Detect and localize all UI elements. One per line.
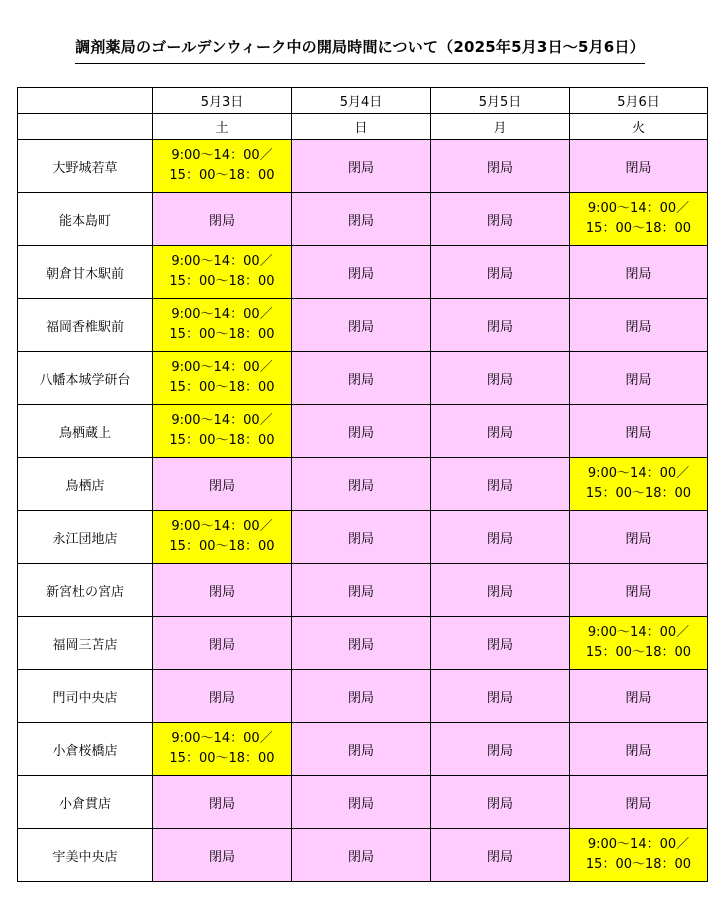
- open-hours-cell: [570, 193, 708, 246]
- open-hours-cell: [153, 246, 292, 299]
- table-row: [18, 511, 708, 564]
- closed-cell: 閉局: [570, 246, 708, 299]
- closed-cell: 閉局: [431, 405, 570, 458]
- closed-cell: 閉局: [431, 458, 570, 511]
- open-hours-line-1: 9:00～14：00／: [171, 360, 273, 375]
- header-weekday-2: 日: [292, 114, 431, 140]
- open-hours-cell: [153, 511, 292, 564]
- open-hours-cell: [153, 140, 292, 193]
- header-date-4: 5月6日: [570, 88, 708, 114]
- header-date-3: 5月5日: [431, 88, 570, 114]
- store-rows: [18, 140, 708, 882]
- closed-cell: 閉局: [570, 670, 708, 723]
- closed-cell: 閉局: [570, 776, 708, 829]
- open-hours-cell: [153, 352, 292, 405]
- closed-cell: 閉局: [292, 299, 431, 352]
- page-title-wrap: [0, 36, 720, 64]
- table-row: [18, 299, 708, 352]
- closed-cell: 閉局: [570, 352, 708, 405]
- header-corner-top: [18, 88, 153, 114]
- open-hours-cell: [153, 405, 292, 458]
- closed-cell: 閉局: [570, 405, 708, 458]
- table-row: [18, 564, 708, 617]
- open-hours-line-2: 15：00～18：00: [585, 221, 692, 236]
- store-name: 八幡本城学研台: [18, 352, 153, 405]
- open-hours-cell: [153, 299, 292, 352]
- open-hours-line-2: 15：00～18：00: [585, 645, 692, 660]
- store-name: 門司中央店: [18, 670, 153, 723]
- open-hours-cell: [570, 617, 708, 670]
- closed-cell: 閉局: [153, 458, 292, 511]
- closed-cell: 閉局: [431, 670, 570, 723]
- store-name: 小倉貫店: [18, 776, 153, 829]
- table-row: [18, 405, 708, 458]
- open-hours-cell: [570, 829, 708, 882]
- open-hours-line-1: 9:00～14：00／: [587, 466, 690, 481]
- open-hours-line-2: 15：00～18：00: [169, 168, 275, 183]
- closed-cell: 閉局: [570, 723, 708, 776]
- header-date-row: [18, 88, 708, 114]
- closed-cell: 閉局: [431, 246, 570, 299]
- table-row: [18, 670, 708, 723]
- closed-cell: 閉局: [431, 299, 570, 352]
- closed-cell: 閉局: [431, 617, 570, 670]
- closed-cell: 閉局: [292, 458, 431, 511]
- table-row: [18, 458, 708, 511]
- open-hours-line-1: 9:00～14：00／: [171, 731, 273, 746]
- header-corner-bottom: [18, 114, 153, 140]
- closed-cell: 閉局: [431, 140, 570, 193]
- closed-cell: 閉局: [292, 193, 431, 246]
- table-row: [18, 776, 708, 829]
- closed-cell: 閉局: [431, 723, 570, 776]
- closed-cell: 閉局: [292, 670, 431, 723]
- header-weekday-row: [18, 114, 708, 140]
- open-hours-cell: [570, 458, 708, 511]
- closed-cell: 閉局: [292, 564, 431, 617]
- open-hours-line-1: 9:00～14：00／: [587, 625, 690, 640]
- closed-cell: 閉局: [292, 617, 431, 670]
- store-name: 宇美中央店: [18, 829, 153, 882]
- table-row: [18, 617, 708, 670]
- closed-cell: 閉局: [153, 193, 292, 246]
- store-name: 福岡三苫店: [18, 617, 153, 670]
- open-hours-line-1: 9:00～14：00／: [171, 148, 273, 163]
- header-weekday-3: 月: [431, 114, 570, 140]
- closed-cell: 閉局: [153, 776, 292, 829]
- open-hours-line-2: 15：00～18：00: [169, 433, 275, 448]
- closed-cell: 閉局: [292, 246, 431, 299]
- table-row: [18, 246, 708, 299]
- store-name: 永江団地店: [18, 511, 153, 564]
- closed-cell: 閉局: [570, 140, 708, 193]
- open-hours-line-2: 15：00～18：00: [169, 539, 275, 554]
- store-name: 大野城若草: [18, 140, 153, 193]
- closed-cell: 閉局: [431, 511, 570, 564]
- closed-cell: 閉局: [431, 352, 570, 405]
- open-hours-line-2: 15：00～18：00: [585, 857, 692, 872]
- closed-cell: 閉局: [570, 299, 708, 352]
- open-hours-line-1: 9:00～14：00／: [587, 837, 690, 852]
- open-hours-line-1: 9:00～14：00／: [171, 413, 273, 428]
- closed-cell: 閉局: [431, 193, 570, 246]
- opening-hours-table: [17, 87, 708, 882]
- store-name: 鳥栖蔵上: [18, 405, 153, 458]
- closed-cell: 閉局: [153, 617, 292, 670]
- closed-cell: 閉局: [292, 829, 431, 882]
- table-row: [18, 140, 708, 193]
- closed-cell: 閉局: [153, 670, 292, 723]
- open-hours-line-2: 15：00～18：00: [585, 486, 692, 501]
- store-name: 新宮杜の宮店: [18, 564, 153, 617]
- open-hours-line-2: 15：00～18：00: [169, 380, 275, 395]
- open-hours-line-2: 15：00～18：00: [169, 274, 275, 289]
- closed-cell: 閉局: [431, 776, 570, 829]
- table-row: [18, 723, 708, 776]
- table-row: [18, 193, 708, 246]
- store-name: 朝倉甘木駅前: [18, 246, 153, 299]
- store-name: 鳥栖店: [18, 458, 153, 511]
- closed-cell: 閉局: [292, 352, 431, 405]
- page-title: 調剤薬局のゴールデンウィーク中の開局時間について（2025年5月3日～5月6日）: [75, 36, 645, 64]
- closed-cell: 閉局: [292, 723, 431, 776]
- header-weekday-1: 土: [153, 114, 292, 140]
- header-date-1: 5月3日: [153, 88, 292, 114]
- open-hours-line-1: 9:00～14：00／: [171, 519, 273, 534]
- open-hours-line-1: 9:00～14：00／: [171, 254, 273, 269]
- closed-cell: 閉局: [292, 405, 431, 458]
- closed-cell: 閉局: [292, 511, 431, 564]
- closed-cell: 閉局: [431, 564, 570, 617]
- closed-cell: 閉局: [292, 776, 431, 829]
- closed-cell: 閉局: [570, 564, 708, 617]
- store-name: 能本島町: [18, 193, 153, 246]
- header-date-2: 5月4日: [292, 88, 431, 114]
- table-row: [18, 829, 708, 882]
- open-hours-line-1: 9:00～14：00／: [171, 307, 273, 322]
- open-hours-line-2: 15：00～18：00: [169, 327, 275, 342]
- open-hours-cell: [153, 723, 292, 776]
- open-hours-line-2: 15：00～18：00: [169, 751, 275, 766]
- table-row: [18, 352, 708, 405]
- header-weekday-4: 火: [570, 114, 708, 140]
- closed-cell: 閉局: [153, 829, 292, 882]
- closed-cell: 閉局: [292, 140, 431, 193]
- open-hours-line-1: 9:00～14：00／: [587, 201, 690, 216]
- store-name: 福岡香椎駅前: [18, 299, 153, 352]
- store-name: 小倉桜橋店: [18, 723, 153, 776]
- closed-cell: 閉局: [570, 511, 708, 564]
- closed-cell: 閉局: [431, 829, 570, 882]
- closed-cell: 閉局: [153, 564, 292, 617]
